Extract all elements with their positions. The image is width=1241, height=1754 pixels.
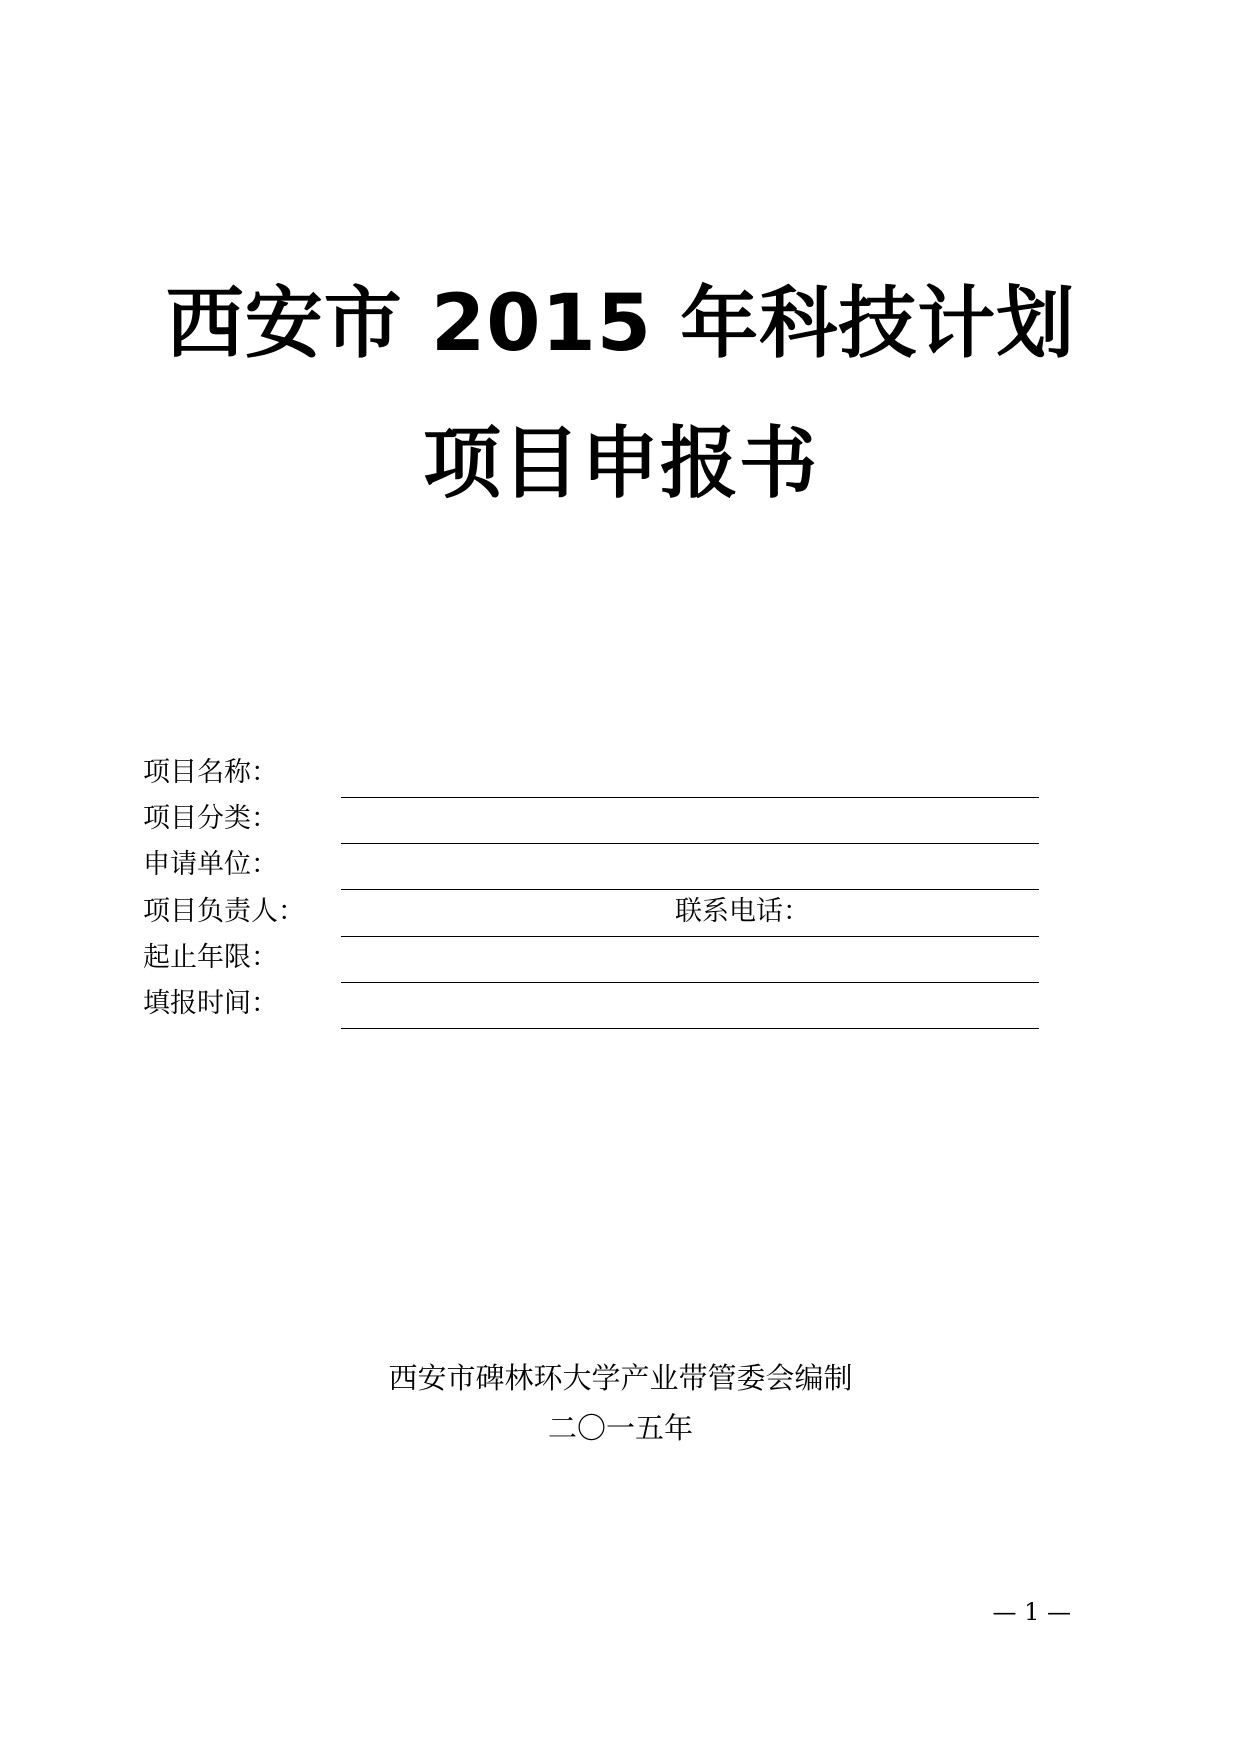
form-label-fill-date: 填报时间： xyxy=(143,988,278,1019)
form-label-project-leader: 项目负责人： xyxy=(143,896,305,927)
form-label-applicant-unit: 申请单位： xyxy=(143,849,278,880)
form-row-project-name xyxy=(143,752,1039,798)
underline xyxy=(341,1028,1039,1029)
form-row-duration xyxy=(143,937,1039,983)
form-row-project-category xyxy=(143,798,1039,844)
form-row-applicant-unit xyxy=(143,844,1039,890)
page-number: — 1 — xyxy=(992,1598,1071,1626)
form-row-fill-date xyxy=(143,983,1039,1029)
form-label-contact-phone: 联系电话： xyxy=(675,896,810,927)
document-title-line-2: 项目申报书 xyxy=(422,419,818,509)
form-label-project-category: 项目分类： xyxy=(143,803,278,834)
compiling-organization: 西安市碑林环大学产业带管委会编制 xyxy=(388,1361,853,1395)
form-label-project-name: 项目名称： xyxy=(143,757,278,788)
underline xyxy=(341,889,1039,890)
compile-year: 二〇一五年 xyxy=(547,1411,693,1445)
form-row-project-leader xyxy=(143,891,1039,937)
form-label-duration: 起止年限： xyxy=(143,942,278,973)
document-title-line-1: 西安市 2015 年科技计划 xyxy=(165,279,1076,369)
